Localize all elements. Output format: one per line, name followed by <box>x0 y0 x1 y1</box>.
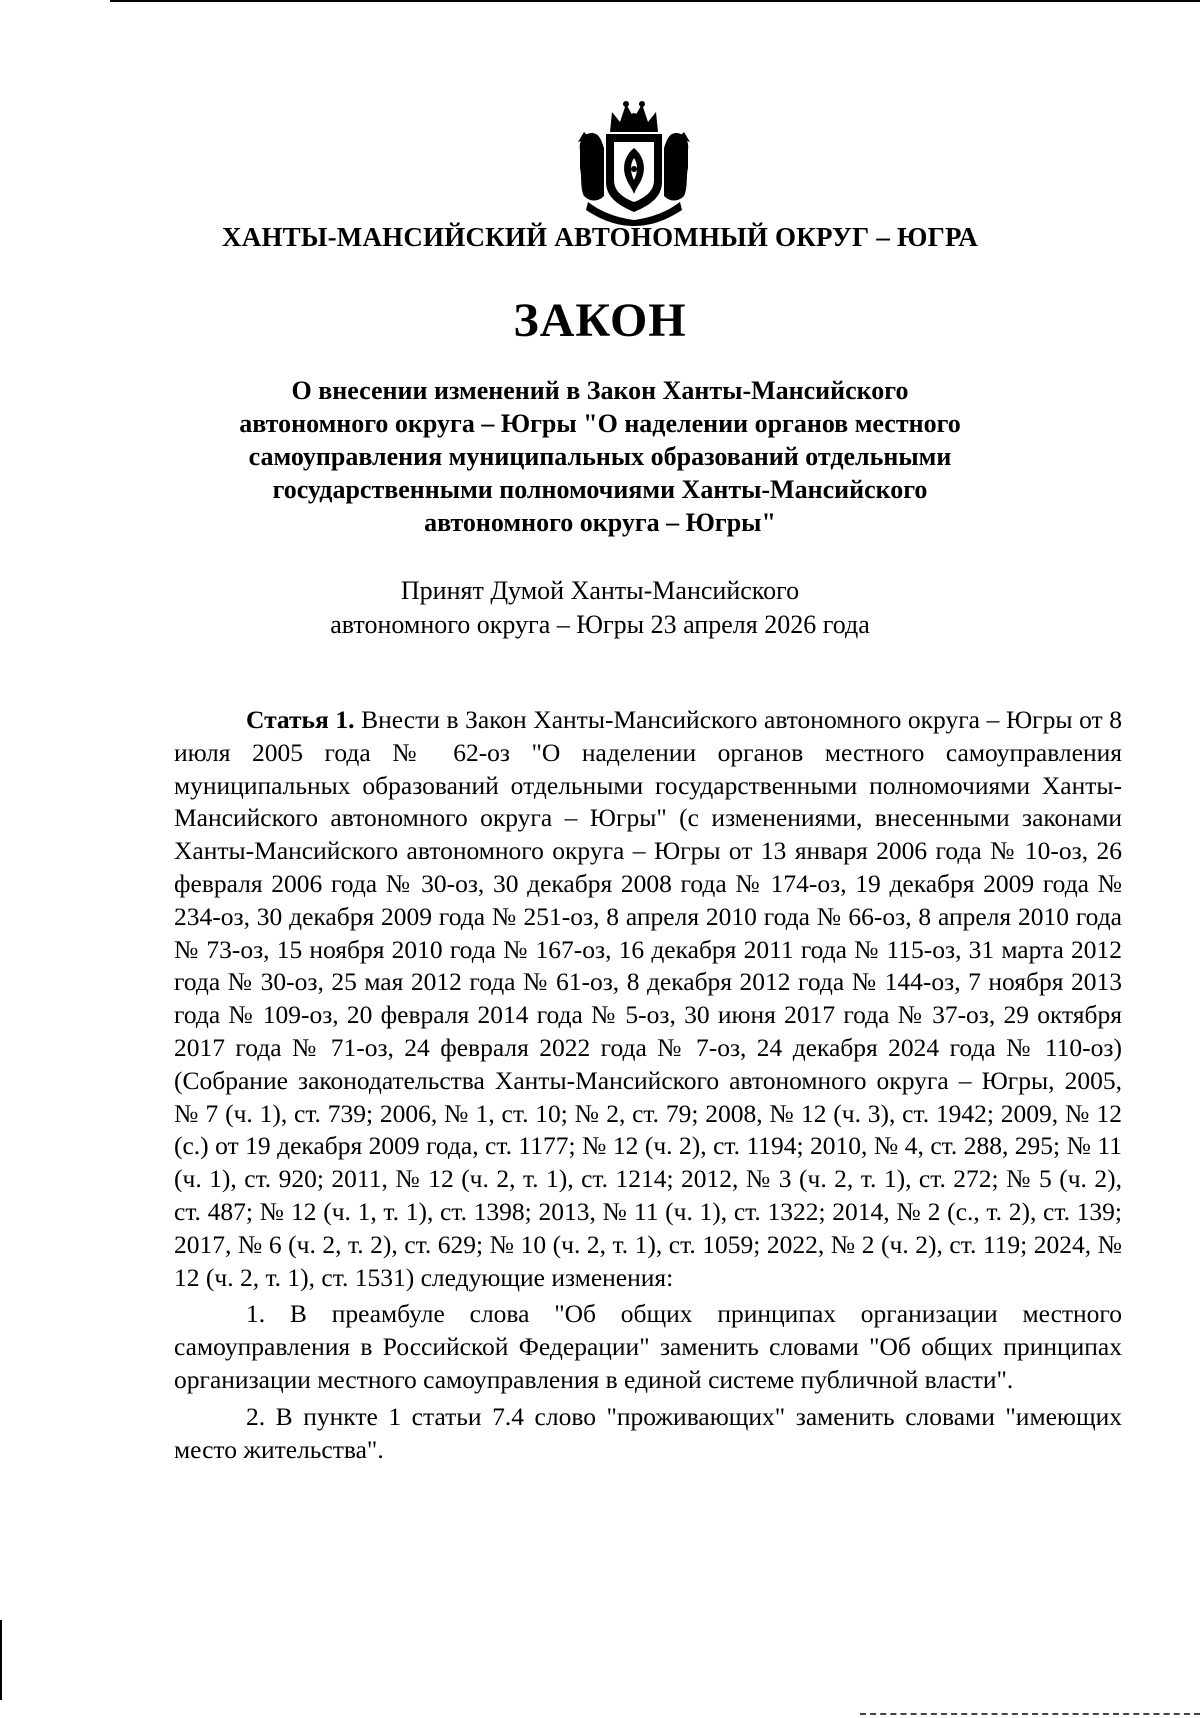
document-type: ЗАКОН <box>513 294 687 347</box>
article-1-item-1: 1. В преамбуле слова "Об общих принципах организации местного самоуправления в Российской Федерации" заменить словами "Об общих принципах организации местного самоуправления в единой системе публичной власти". <box>174 1299 1122 1394</box>
article-1-paragraph <box>174 704 1122 1294</box>
adoption-line: Принят Думой Ханты-Мансийского <box>400 576 800 605</box>
law-title-line: автономного округа – Югры "О наделении органов местного <box>239 409 961 438</box>
adoption-line: автономного округа – Югры 23 апреля 2026 года <box>330 610 870 639</box>
scan-edge-bottom <box>860 1713 1200 1718</box>
law-title <box>0 374 1200 539</box>
adoption-note <box>0 574 1200 642</box>
article-1 <box>174 704 1122 1466</box>
region-name: ХАНТЫ-МАНСИЙСКИЙ АВТОНОМНЫЙ ОКРУГ – ЮГРА <box>222 222 978 252</box>
article-label: Статья 1. <box>246 705 355 734</box>
coat-of-arms-icon <box>574 98 694 228</box>
scan-edge-top <box>110 0 1200 2</box>
law-title-line: государственными полномочиями Ханты-Мансийского <box>272 475 928 504</box>
law-title-line: автономного округа – Югры" <box>424 508 776 537</box>
law-title-line: О внесении изменений в Закон Ханты-Мансийского <box>291 376 909 405</box>
scan-edge-left <box>0 1620 2 1700</box>
article-1-item-2: 2. В пункте 1 статьи 7.4 слово "проживающих" заменить словами "имеющих место жительства". <box>174 1401 1122 1464</box>
article-1-text: Внести в Закон Ханты-Мансийского автономного округа – Югры от 8 июля 2005 года № 62-оз "О наделении органов местного самоуправления муниципальных образований отдельными государственными полномочиями Ханты-Мансийского автономного округа – Югры" (с изменениями, внесенными законами Ханты-Мансийского автономного округа – Югры от 13 января 2006 года № 10-оз, 26 февраля 2006 года № 30-оз, 30 декабря 2008 года № 174-оз, 19 декабря 2009 года № 234-оз, 30 декабря 2009 года № 251-оз, 8 апреля 2010 года № 66-оз, 8 апреля 2010 года № 73-оз, 15 ноября 2010 года № 167-оз, 16 декабря 2011 года № 115-оз, 31 марта 2012 года № 30-оз, 25 мая 2012 года № 61-оз, 8 декабря 2012 года № 144-оз, 7 ноября 2013 года № 109-оз, 20 февраля 2014 года № 5-оз, 30 июня 2017 года № 37-оз, 29 октября 2017 года № 71-оз, 24 февраля 2022 года № 7-оз, 24 декабря 2024 года № 110-оз) (Собрание законодательства Ханты-Мансийского автономного округа – Югры, 2005, № 7 (ч. 1), ст. 739; 2006, № 1, ст. 10; № 2, ст. 79; 2008, № 12 (ч. 3), ст. 1942; 2009, № 12 (с.) от 19 декабря 2009 года, ст. 1177; № 12 (ч. 2), ст. 1194; 2010, № 4, ст. 288, 295; № 11 (ч. 1), ст. 920; 2011, № 12 (ч. 2, т. 1), ст. 1214; 2012, № 3 (ч. 2, т. 1), ст. 272; № 5 (ч. 2), ст. 487; № 12 (ч. 1, т. 1), ст. 1398; 2013, № 11 (ч. 1), ст. 1322; 2014, № 2 (с., т. 2), ст. 139; 2017, № 6 (ч. 2, т. 2), ст. 629; № 10 (ч. 2, т. 1), ст. 1059; 2022, № 2 (ч. 2), ст. 119; 2024, № 12 (ч. 2, т. 1), ст. 1531) следующие изменения: <box>174 705 1122 1292</box>
law-title-line: самоуправления муниципальных образований отдельными <box>248 442 952 471</box>
